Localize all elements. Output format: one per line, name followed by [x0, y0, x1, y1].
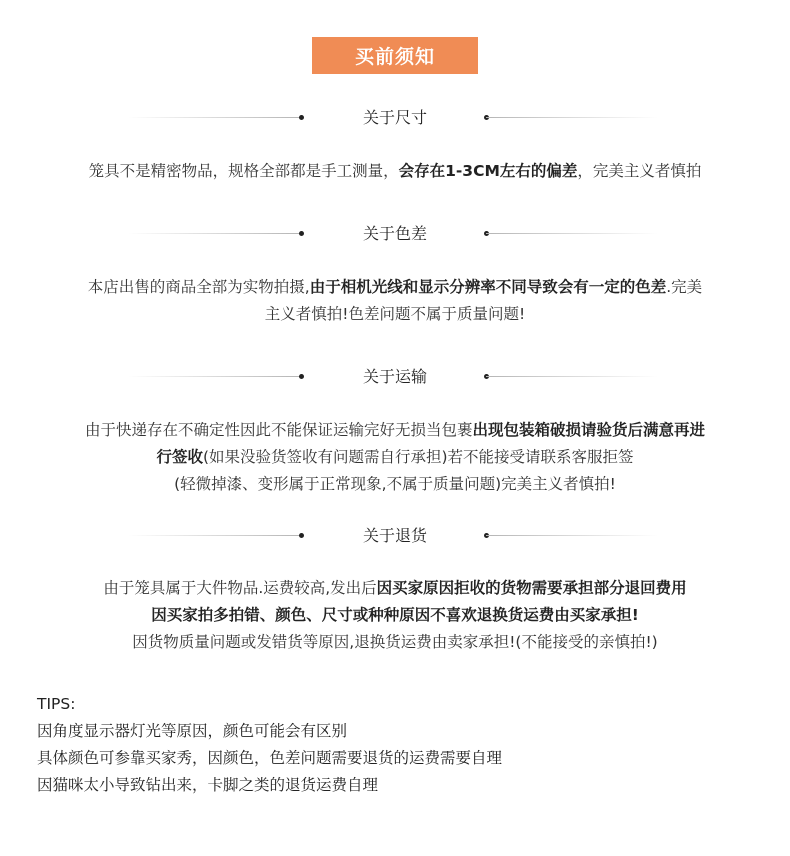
- divider-dot: [299, 533, 304, 538]
- text-line: [20, 629, 770, 656]
- text-run: 由于笼具属于大件物品.运费较高,发出后: [103, 579, 377, 597]
- text-line: [20, 158, 770, 185]
- text-run: .完美: [666, 278, 703, 296]
- section-title: 关于尺寸: [362, 108, 427, 127]
- section-title: 关于退货: [362, 526, 427, 545]
- text-run: 笼具不是精密物品，规格全部都是手工测量，: [88, 162, 399, 180]
- text-run-bold: 会存在1-3CM左右的偏差: [398, 162, 578, 180]
- divider-line: [128, 117, 300, 118]
- divider-line: [128, 376, 300, 377]
- text-line: [20, 301, 770, 328]
- text-run: (轻微掉漆、变形属于正常现象,不属于质量问题)完美主义者慎拍!: [174, 475, 616, 493]
- notice-banner: [312, 37, 478, 74]
- text-run-bold: 由于相机光线和显示分辨率不同导致会有一定的色差: [309, 278, 667, 296]
- text-line: [20, 417, 770, 444]
- text-run: 主义者慎拍!色差问题不属于质量问题!: [264, 305, 526, 323]
- text-run-bold: 因买家拍多拍错、颜色、尺寸或种种原因不喜欢退换货运费由买家承担!: [151, 606, 639, 624]
- divider-dot: [299, 231, 304, 236]
- text-run: (如果没验货签收有问题需自行承担)若不能接受请联系客服拒签: [202, 448, 634, 466]
- text-run: 因货物质量问题或发错货等原因,退换货运费由卖家承担!(不能接受的亲慎拍!): [132, 633, 658, 651]
- section-header-shipping: [0, 365, 790, 389]
- divider-line: [486, 233, 658, 234]
- text-run-bold: 行签收: [156, 448, 203, 466]
- section-header-size: [0, 106, 790, 130]
- tips-item: 因猫咪太小导致钻出来，卡脚之类的退货运费自理: [37, 776, 379, 794]
- tips-block: [37, 691, 757, 799]
- divider-line: [128, 233, 300, 234]
- text-run: ，完美主义者慎拍: [577, 162, 702, 180]
- tips-item: 因角度显示器灯光等原因，颜色可能会有区别: [37, 722, 348, 740]
- banner-title: 买前须知: [354, 46, 435, 68]
- text-line: [20, 602, 770, 629]
- divider-line: [486, 376, 658, 377]
- section-text-shipping: [20, 417, 770, 498]
- text-run: 由于快递存在不确定性因此不能保证运输完好无损当包裹: [84, 421, 473, 439]
- tips-heading: TIPS:: [37, 695, 76, 713]
- divider-line: [128, 535, 300, 536]
- section-text-color: [20, 274, 770, 328]
- divider-line: [486, 117, 658, 118]
- divider-line: [486, 535, 658, 536]
- section-header-color: [0, 222, 790, 246]
- tips-item: 具体颜色可参靠买家秀，因颜色，色差问题需要退货的运费需要自理: [37, 749, 503, 767]
- text-line: [20, 274, 770, 301]
- divider-dot: [299, 374, 304, 379]
- section-header-returns: [0, 524, 790, 548]
- section-title: 关于色差: [362, 224, 427, 243]
- text-line: [20, 575, 770, 602]
- text-run-bold: 因买家原因拒收的货物需要承担部分退回费用: [376, 579, 687, 597]
- section-title: 关于运输: [362, 367, 427, 386]
- text-line: [20, 471, 770, 498]
- section-text-size: [20, 158, 770, 185]
- divider-dot: [299, 115, 304, 120]
- section-text-returns: [20, 575, 770, 656]
- text-run-bold: 出现包装箱破损请验货后满意再进: [472, 421, 706, 439]
- text-run: 本店出售的商品全部为实物拍摄,: [87, 278, 310, 296]
- text-line: [20, 444, 770, 471]
